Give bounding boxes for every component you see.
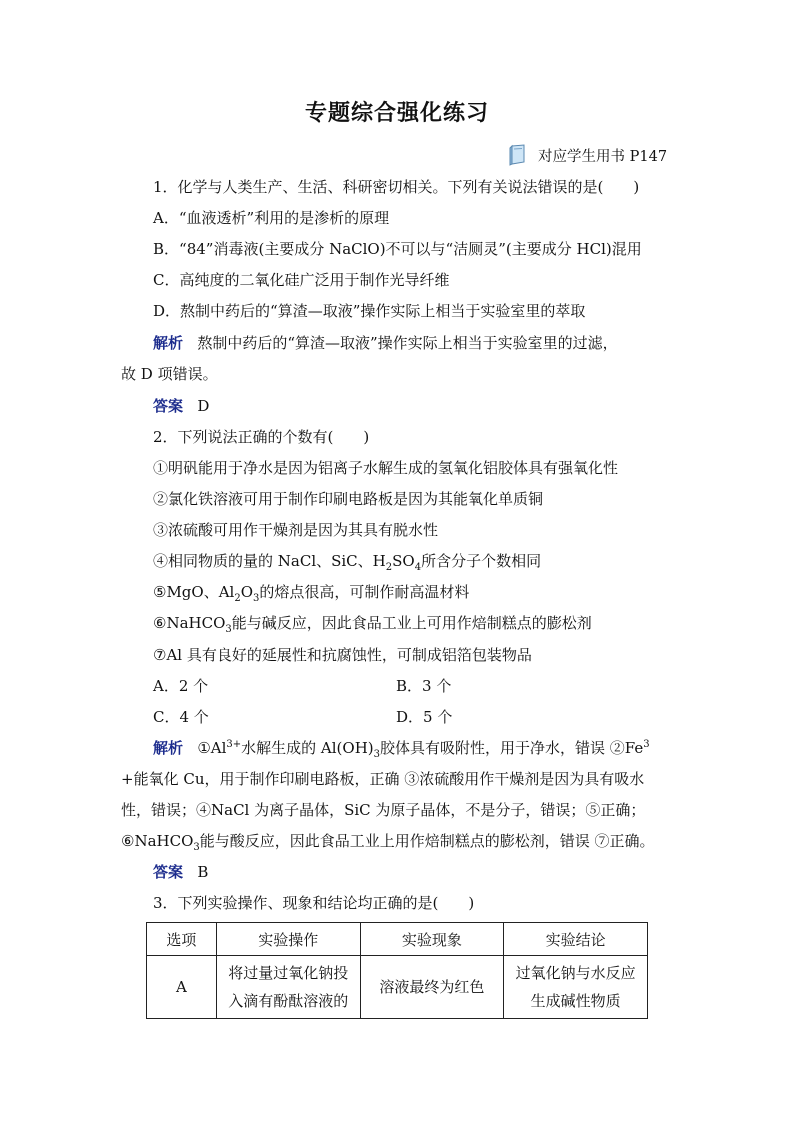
q2-statement-1: ①明矾能用于净水是因为铝离子水解生成的氢氧化铝胶体具有强氧化性 <box>153 459 619 477</box>
q2-option-a: A．2 个 <box>153 677 209 695</box>
q1-answer <box>153 395 209 417</box>
header-phenomenon: 实验现象 <box>360 923 504 956</box>
q2-statement-7: ⑦Al 具有良好的延展性和抗腐蚀性，可制成铝箔包装物品 <box>153 646 532 664</box>
q1-option-c: C．高纯度的二氧化硅广泛用于制作光导纤维 <box>153 271 450 289</box>
q3-stem: 3．下列实验操作、现象和结论均正确的是( ) <box>153 894 475 912</box>
header-operation: 实验操作 <box>216 923 360 956</box>
page-title: 专题综合强化练习 <box>304 101 489 126</box>
header-conclusion: 实验结论 <box>504 923 648 956</box>
q1-option-d: D．熬制中药后的“算渣—取液”操作实际上相当于实验室里的萃取 <box>153 302 586 320</box>
reference-text: 对应学生用书 P147 <box>538 148 668 165</box>
q2-stem: 2．下列说法正确的个数有( ) <box>153 428 370 446</box>
table-row <box>147 956 648 1019</box>
q1-analysis-text: 熬制中药后的“算渣—取液”操作实际上相当于实验室里的过滤， <box>197 334 618 352</box>
q2-analysis-line3: 性，错误；④NaCl 为离子晶体，SiC 为原子晶体，不是分子，错误；⑤正确； <box>121 801 646 819</box>
analysis-label: 解析 <box>153 334 184 352</box>
experiment-table <box>146 922 648 1019</box>
q2-analysis-line4: ⑥NaHCO$_3$能与酸反应，因此食品工业上用作焙制糕点的膨松剂，错误 ⑦正确。 <box>121 832 655 853</box>
q1-option-a: A．“血液透析”利用的是渗析的原理 <box>153 209 390 227</box>
q2-statement-5: ⑤MgO、$Al_2O_3$的熔点很高，可制作耐高温材料 <box>153 583 470 604</box>
cell-option: A <box>147 956 217 1019</box>
q1-option-b: B．“84”消毒液(主要成分 NaClO)不可以与“洁厕灵”(主要成分 HCl)混用 <box>153 240 642 258</box>
cell-phenomenon: 溶液最终为红色 <box>360 956 504 1019</box>
q2-statement-2: ②氯化铁溶液可用于制作印刷电路板是因为其能氧化单质铜 <box>153 490 544 508</box>
q1-answer-value: D <box>197 397 210 415</box>
table-header-row <box>147 923 648 956</box>
answer-label: 答案 <box>153 397 184 415</box>
q2-statement-3: ③浓硫酸可用作干燥剂是因为其具有脱水性 <box>153 521 439 539</box>
q2-statement-6: ⑥NaHCO$_3$能与碱反应，因此食品工业上可用作焙制糕点的膨松剂 <box>153 614 592 635</box>
q1-analysis <box>153 332 618 354</box>
q2-statement-4: ④相同物质的量的 NaCl、SiC、$H_2SO_4$所含分子个数相同 <box>153 552 542 573</box>
q2-answer-value: B <box>197 863 209 881</box>
q2-option-b: B．3 个 <box>396 677 452 695</box>
analysis-label: 解析 <box>153 739 184 757</box>
book-icon <box>508 144 526 166</box>
header-option: 选项 <box>147 923 217 956</box>
q2-analysis-line2: +能氧化 Cu，用于制作印刷电路板，正确 ③浓硫酸用作干燥剂是因为具有吸水 <box>121 770 645 788</box>
q2-option-d: D．5 个 <box>396 708 453 726</box>
q1-stem: 1．化学与人类生产、生活、科研密切相关。下列有关说法错误的是( ) <box>153 178 640 196</box>
answer-label: 答案 <box>153 863 184 881</box>
q2-analysis: 解析 $①Al^{3+}$水解生成的 $Al(OH)_3$胶体具有吸附性，用于净水，错误 ②Fe$^3$ <box>153 739 650 760</box>
page-reference <box>508 144 667 166</box>
cell-operation: 将过量过氧化钠投 入滴有酚酞溶液的 <box>216 956 360 1019</box>
q1-analysis-cont: 故 D 项错误。 <box>121 365 218 383</box>
q2-answer <box>153 861 208 883</box>
q2-option-c: C．4 个 <box>153 708 209 726</box>
cell-conclusion: 过氧化钠与水反应 生成碱性物质 <box>504 956 648 1019</box>
